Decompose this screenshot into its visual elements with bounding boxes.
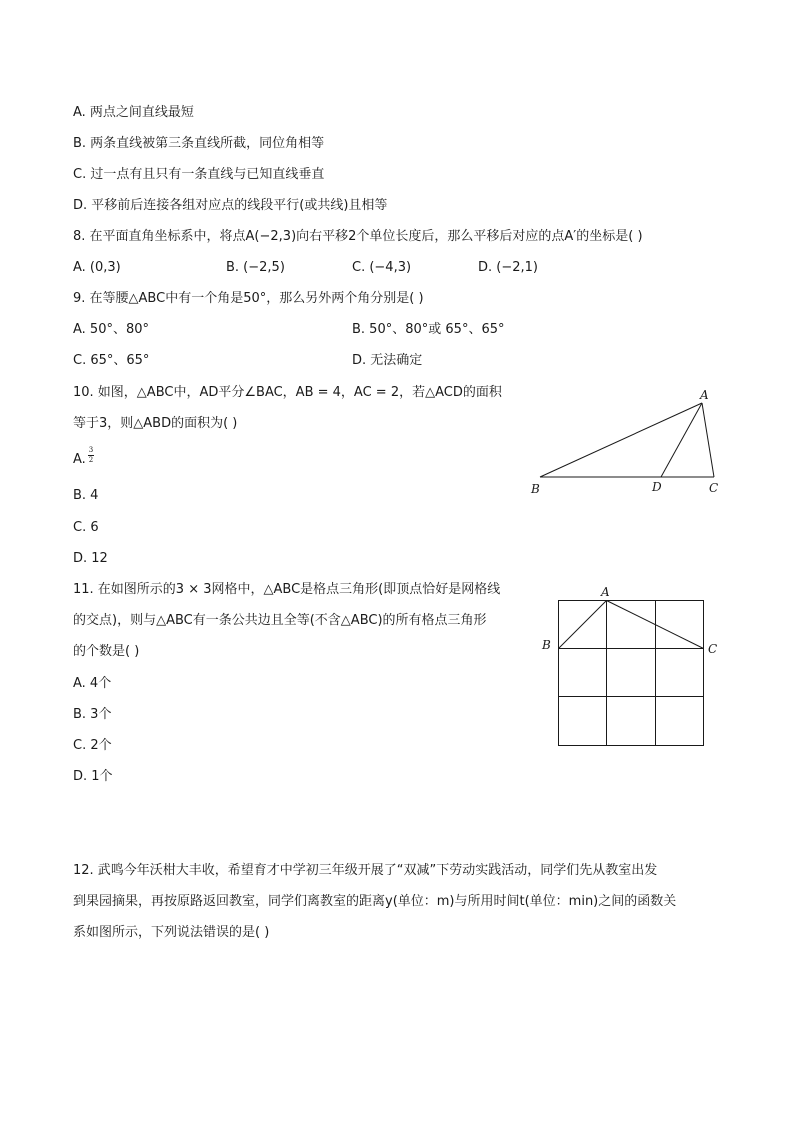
q11-grid-figure [538, 583, 728, 749]
label-c: C [708, 642, 718, 656]
label-a: A [601, 585, 610, 599]
q10-triangle-figure [525, 384, 725, 499]
q8-stem: 8. 在平面直角坐标系中，将点A(−2,3)向右平移2个单位长度后，那么平移后对应的点A′的坐标是( ) [73, 229, 643, 244]
segment-ab [540, 403, 702, 477]
q9-stem: 9. 在等腰△ABC中有一个角是50°，那么另外两个角分别是( ) [73, 291, 424, 306]
fraction-numerator: 3 [88, 446, 94, 454]
q9-option-b: B. 50°、80°或 65°、65° [352, 322, 505, 337]
q10-stem-line2: 等于3，则△ABD的面积为( ) [73, 416, 238, 431]
q8-option-c: C. (−4,3) [352, 260, 412, 275]
q8-option-a: A. (0,3) [73, 260, 121, 275]
q11-option-d: D. 1个 [73, 769, 113, 784]
q12-stem-line2: 到果园摘果，再按原路返回教室，同学们离教室的距离y(单位：m)与所用时间t(单位：min)之间的函数关 [73, 894, 677, 909]
q11-stem-line3: 的个数是( ) [73, 644, 140, 659]
segment-ac [702, 403, 714, 477]
label-a: A [700, 388, 709, 402]
q7-option-d: D. 平移前后连接各组对应点的线段平行(或共线)且相等 [73, 198, 388, 213]
q11-option-c: C. 2个 [73, 738, 112, 753]
q9-option-c: C. 65°、65° [73, 353, 150, 368]
q10-option-b: B. 4 [73, 488, 99, 503]
q11-option-b: B. 3个 [73, 707, 112, 722]
q11-stem-line1: 11. 在如图所示的3 × 3网格中，△ABC是格点三角形(即顶点恰好是网格线 [73, 582, 501, 597]
q10-stem-line1: 10. 如图，△ABC中，AD平分∠BAC，AB = 4，AC = 2，若△ACD的面积 [73, 385, 502, 400]
q8-option-b: B. (−2,5) [226, 260, 285, 275]
label-b: B [542, 638, 551, 652]
q12-stem-line1: 12. 武鸣今年沃柑大丰收，希望育才中学初三年级开展了“双减”下劳动实践活动，同学们先从教室出发 [73, 863, 658, 878]
q12-stem-line3: 系如图所示，下列说法错误的是( ) [73, 925, 270, 940]
q10-option-c: C. 6 [73, 520, 99, 535]
q11-option-a: A. 4个 [73, 676, 112, 691]
fraction-denominator: 2 [88, 456, 94, 464]
q10-option-a-prefix: A. [73, 452, 86, 467]
q9-option-d: D. 无法确定 [352, 353, 423, 368]
q8-option-d: D. (−2,1) [478, 260, 538, 275]
label-b: B [531, 482, 540, 496]
label-d: D [652, 480, 662, 494]
q7-option-c: C. 过一点有且只有一条直线与已知直线垂直 [73, 167, 325, 182]
q11-stem-line2: 的交点)，则与△ABC有一条公共边且全等(不含△ABC)的所有格点三角形 [73, 613, 487, 628]
q7-option-a: A. 两点之间直线最短 [73, 105, 194, 120]
grid-lines [558, 600, 704, 746]
q9-option-a: A. 50°、80° [73, 322, 150, 337]
q10-option-d: D. 12 [73, 551, 108, 566]
segment-ab [559, 601, 607, 649]
label-c: C [709, 481, 719, 495]
segment-ad [661, 403, 702, 477]
q10-option-a-fraction [88, 447, 94, 464]
q7-option-b: B. 两条直线被第三条直线所截，同位角相等 [73, 136, 325, 151]
grid-border [559, 601, 704, 746]
